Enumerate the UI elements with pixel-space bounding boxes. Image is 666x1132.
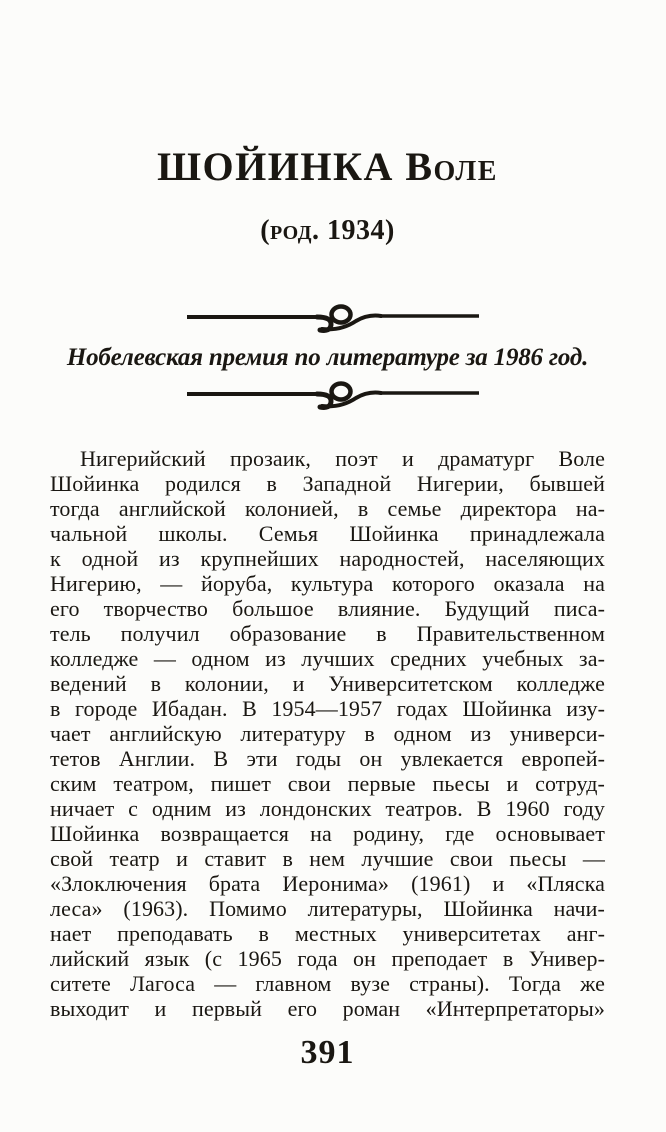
knot-flourish-icon <box>185 302 481 334</box>
text-line: ситете Лагоса — главном вузе страны). Тогда же <box>50 971 605 996</box>
text-line: «Злоключения брата Иеронима» (1961) и «Пляска <box>50 871 605 896</box>
text-line: ведений в колонии, и Университетском колледже <box>50 671 605 696</box>
text-line: выходит и первый его роман «Интерпретаторы» <box>50 996 605 1021</box>
text-line: Нигерию, — йоруба, культура которого оказала на <box>50 571 605 596</box>
text-line: свой театр и ставит в нем лучшие свои пьесы — <box>50 846 605 871</box>
text-line: ничает с одним из лондонских театров. В 1960 году <box>50 796 605 821</box>
page-number: 391 <box>300 1034 355 1071</box>
knot-flourish-icon <box>185 379 481 411</box>
text-line: тетов Англии. В эти годы он увлекается европей- <box>50 746 605 771</box>
text-line: ским театром, пишет свои первые пьесы и сотруд- <box>50 771 605 796</box>
text-line: лийский язык (с 1965 года он преподает в Универ- <box>50 946 605 971</box>
text-line: в городе Ибадан. В 1954—1957 годах Шойинка изу- <box>50 696 605 721</box>
text-line: колледже — одном из лучших средних учебных за- <box>50 646 605 671</box>
text-line: к одной из крупнейших народностей, населяющих <box>50 546 605 571</box>
body-text <box>50 446 605 1021</box>
text-line: его творчество большое влияние. Будущий писа- <box>50 596 605 621</box>
birth-year-subtitle: (род. 1934) <box>260 215 395 246</box>
knot-divider-ornament-bottom <box>0 379 666 411</box>
text-line: леса» (1963). Помимо литературы, Шойинка начи- <box>50 896 605 921</box>
page-title: ШОЙИНКА Воле <box>157 144 498 189</box>
text-line: тель получил образование в Правительственном <box>50 621 605 646</box>
text-line: чает английскую литературу в одном из универси- <box>50 721 605 746</box>
text-line: тогда английской колонией, в семье директора на- <box>50 496 605 521</box>
text-line: Шойинка родился в Западной Нигерии, бывшей <box>50 471 605 496</box>
text-line: Нигерийский прозаик, поэт и драматург Воле <box>80 446 605 471</box>
nobel-prize-caption: Нобелевская премия по литературе за 1986 год. <box>66 344 589 371</box>
text-line: нает преподавать в местных университетах анг- <box>50 921 605 946</box>
text-line: чальной школы. Семья Шойинка принадлежала <box>50 521 605 546</box>
knot-divider-ornament-top <box>0 302 666 334</box>
text-line: Шойинка возвращается на родину, где основывает <box>50 821 605 846</box>
